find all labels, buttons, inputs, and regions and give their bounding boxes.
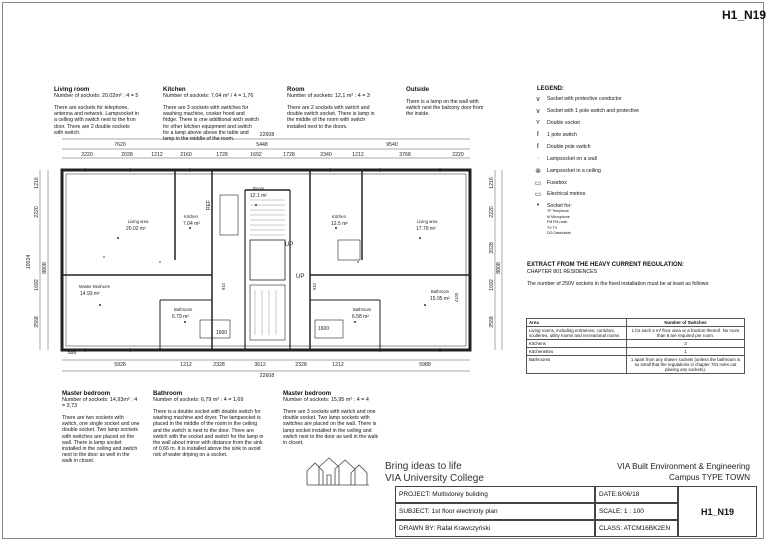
legend-label: Double pole switch [547, 143, 591, 150]
tub-label: 1600 [216, 330, 228, 336]
room-labels [79, 186, 450, 320]
note-body: There is a double socket with double switch for washing machine and dryer. The lampsocket is placed in the middle of the room in the ceiling and the switch is next to the door. There are switch with the socket and switch for the lamp in the wall about mirror with distance from the sink of 0,66 m. It is installed above the sink to avoid risk of water driping on a socket. [153, 409, 264, 459]
dim-right: 1216 [489, 177, 495, 189]
legend-label: Socket for: [547, 202, 572, 209]
note-body: There are 3 sockets with switches for washing machine, cooker hood and fridge. There is one additional wich switch for other kitchen equipment and switch for a lamp above above the table and lamp in the middle of the room. [163, 105, 259, 143]
note-title: Bathroom [153, 390, 183, 397]
dim-right: 2028 [489, 242, 495, 254]
sheet-id-top: H1_N19 [722, 8, 767, 22]
stair-treads [250, 200, 285, 335]
legend-label: Socket with protective conductor [547, 96, 622, 102]
dim-detail: 2220 [81, 152, 93, 158]
note-title: Outside [406, 86, 430, 93]
room-name: Master Bedroom [79, 284, 110, 289]
socket-type: TV TV [547, 225, 558, 230]
dim-left: 588 [67, 350, 77, 356]
table-header: Number of Switches [627, 319, 745, 327]
dim-detail: 2160 [180, 152, 192, 158]
note-bedroom-2 [283, 390, 381, 446]
dim-label: 910 [221, 283, 226, 290]
table-cell: 3 [627, 340, 745, 348]
room-area: 15.95 m² [430, 296, 450, 302]
ceiling-lampsocket-icon: ⊗ [535, 168, 541, 175]
legend-label: Electrical metres [547, 191, 586, 197]
dim-right: 2220 [489, 206, 495, 218]
note-title: Master bedroom [283, 390, 332, 397]
tub-label: 1600 [318, 326, 330, 332]
ref-label: REF [206, 200, 212, 210]
legend-label: Socket with 1 pole switch and protective [547, 108, 639, 114]
socket-type: FM FM radio [547, 220, 568, 225]
dim-detail: 2328 [295, 362, 307, 368]
legend-label: Lampsocket in a ceiling [547, 168, 601, 174]
note-sub: Number of sockets: 14,93m² : 4 = 3,73 [62, 397, 138, 409]
note-sub: Number of sockets: 20,02m² : 4 = 5 [54, 93, 139, 99]
socket-protective-icon: ∨ [535, 96, 541, 103]
dim-detail: 2220 [452, 152, 464, 158]
dim-detail: 5928 [114, 362, 126, 368]
table-cell: 1 apart from any shaver sockets (unless the bathroom is so small that the regulations in chapter 701 rules out placing any sockets). [627, 356, 745, 374]
table-cell: 1 [627, 348, 745, 356]
dim-left: 2568 [34, 316, 40, 328]
dim-detail: 1212 [180, 362, 192, 368]
tb-subject: SUBJECT: 1st floor electricity plan [399, 508, 498, 515]
tb-drawn-by: DRAWN BY: Rafał Krawczyński [399, 525, 491, 532]
fusebox-icon: ▭ [534, 180, 542, 187]
stair-up-label: UP [296, 274, 305, 280]
room-area: 6.79 m² [172, 314, 189, 320]
dimension-text-top-detail [81, 152, 464, 158]
note-sub: Number of sockets: 6,79 m² : 4 = 1,69 [153, 397, 244, 403]
dim-detail: 5988 [419, 362, 431, 368]
dim-label: 4100 [454, 292, 459, 302]
tb-scale: SCALE: 1 : 100 [599, 508, 644, 515]
dim-group: 9540 [386, 142, 398, 148]
note-body: There are two sockets with switch, one single socket and one double socket. Two lamp sockets with switches are placed on the wall. There is lamp socket installed in the ceiling and switch next to the door as well in the walk in closet. [62, 415, 140, 465]
dim-left: 8808 [42, 262, 48, 274]
socket-type: TF Telephone [547, 209, 569, 213]
legend-label: Fusebox [547, 180, 567, 186]
wall-lampsocket-icon: · [536, 155, 540, 162]
room-name: Living area [128, 219, 149, 224]
note-title: Living room [54, 86, 90, 93]
dim-overall-bottom: 22608 [259, 373, 275, 379]
note-title: Master bedroom [62, 390, 111, 397]
note-body: There is a lamp on the wall with switch next the balcony door from the inside. [406, 99, 484, 118]
room-area: 6.58 m² [352, 314, 369, 320]
socket-type: DO Data/cable [547, 231, 571, 236]
stair-up-label: UP [285, 242, 294, 248]
regulation-chapter: CHAPTER 801 RESIDENCES [527, 269, 598, 275]
socket-type: M Microphone [547, 214, 570, 219]
note-title: Room [287, 86, 305, 93]
dim-right: 1692 [489, 279, 495, 291]
dim-detail: 2028 [121, 152, 133, 158]
dim-right: 2568 [489, 316, 495, 328]
one-pole-switch-icon: ℓ [536, 131, 540, 138]
room-name: Bathroom [353, 307, 372, 312]
via-logo-icon [305, 455, 375, 487]
table-cell: 1 for each 4 m² floor area or a fraction thereof. No more than 8 are required per room. [627, 327, 745, 340]
table-cell: Living rooms, including entrances, corridors, sculleries, utility rooms and recreational rooms [527, 327, 627, 340]
note-master-bedroom [62, 390, 140, 465]
dim-left: 2220 [34, 206, 40, 218]
dim-label: 910 [312, 283, 317, 290]
dim-detail: 1692 [250, 152, 262, 158]
org-name: VIA Built Environment & Engineering [617, 462, 750, 471]
dimension-text-top-groups [114, 142, 398, 148]
dim-detail: 1728 [216, 152, 228, 158]
dim-left: 10024 [26, 254, 32, 270]
regulation-body: The number of 250V sockets in the fixed installation must be at least as follows: [527, 281, 710, 288]
room-name: Living area [417, 219, 438, 224]
legend-label: 1 pole switch [547, 131, 577, 138]
room-name: Room [253, 186, 265, 191]
electrical-meters-icon: ▭ [534, 191, 542, 198]
dim-detail: 1212 [352, 152, 364, 158]
legend-label: Double socket [547, 119, 580, 126]
room-area: 17.79 m² [416, 226, 436, 232]
table-cell: Bathrooms [527, 356, 627, 374]
tb-sheet-id: H1_N19 [700, 506, 735, 517]
room-name: Kitchen [332, 214, 346, 219]
note-bathroom [153, 390, 265, 459]
dim-left: 1692 [34, 279, 40, 291]
legend-title: LEGEND: [537, 86, 564, 92]
dimension-text-right [489, 177, 502, 328]
dim-group: 7620 [114, 142, 126, 148]
dim-detail: 3612 [254, 362, 266, 368]
dimension-text-left [26, 177, 76, 356]
dim-detail: 3768 [399, 152, 411, 158]
dim-right: 8808 [496, 262, 502, 274]
socket-switch-protective-icon: ∨ [535, 108, 541, 115]
dimension-text-top-overall [260, 132, 275, 138]
tb-class: CLASS: ATCM16BK2EN [599, 525, 671, 532]
room-name: Bathroom [174, 307, 193, 312]
note-sub: Number of sockets: 12,1 m² : 4 = 3 [287, 93, 370, 99]
dim-detail: 2340 [320, 152, 332, 158]
legend-label: Lampsocket on a wall [547, 155, 597, 162]
room-area: 12.1 m² [250, 193, 267, 199]
double-socket-icon: ʏ [536, 119, 540, 126]
dim-left: 1216 [34, 177, 40, 189]
table-header: Area [527, 319, 627, 327]
note-body: There are 2 sockets with switch and double switch socket. There is lamp in the middle of the room with switch installed next to the doors. [287, 105, 375, 130]
room-name: Bathroom [431, 289, 450, 294]
socket-for-icon: • [536, 202, 540, 209]
tb-project: PROJECT: Multistorey building [399, 491, 488, 498]
dim-group: 5448 [256, 142, 268, 148]
dim-detail: 1212 [332, 362, 344, 368]
note-sub: Number of sockets: 7,04 m² / 4 = 1,76 [163, 93, 254, 99]
double-pole-switch-icon: ℓ [536, 143, 540, 150]
logo-tagline: Bring ideas to life [385, 461, 462, 472]
room-name: Kitchen [184, 214, 198, 219]
note-title: Kitchen [163, 86, 186, 93]
room-area: 14.93 m² [80, 291, 100, 297]
logo-college: VIA University College [385, 473, 484, 484]
tb-date: DATE:8/06/18 [599, 491, 640, 498]
table-cell: Kitchens [527, 340, 627, 348]
room-area: 12.5 m² [331, 221, 348, 227]
dimension-text-bottom [114, 362, 431, 379]
regulation-title: EXTRACT FROM THE HEAVY CURRENT REGULATION: [527, 262, 684, 268]
dim-detail: 2328 [213, 362, 225, 368]
table-cell: Kitchenettes [527, 348, 627, 356]
room-area: 7.04 m² [183, 221, 200, 227]
note-sub: Number of sockets: 15,95 m² : 4 = 4 [283, 397, 369, 403]
dim-detail: 1728 [283, 152, 295, 158]
note-body: There are sockets for telephone, antenna and network. Lampsocket in a celling with switch next to the fron door. There are 2 double sockets with switch. [54, 105, 139, 136]
org-campus: Campus TYPE TOWN [669, 473, 750, 482]
note-body: There are 3 sockets with switch and one double socket. Two lamp sockets with switches are placed on the wall. There is lamp socket installed in the ceiling and switch next to the door as well in the walk in closet. [283, 409, 379, 447]
dim-overall-top: 22608 [259, 132, 275, 138]
dim-detail: 1212 [151, 152, 163, 158]
room-area: 20.02 m² [126, 226, 146, 232]
